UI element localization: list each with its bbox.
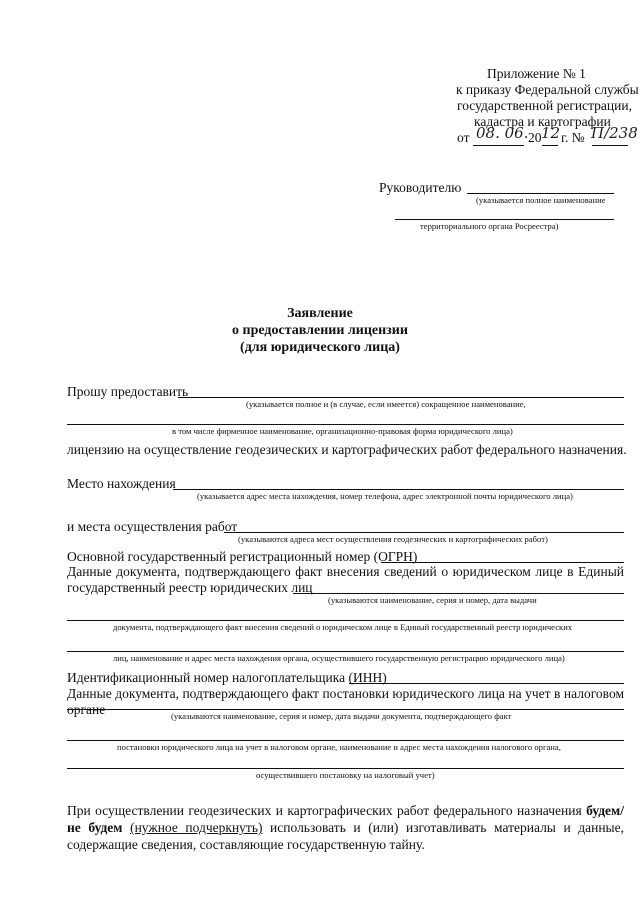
ogrn-label: Основной государственный регистрационный номер (ОГРН) [67, 549, 418, 564]
tax-caption-1: (указываются наименование, серия и номер, дата выдачи документа, подтверждающего факт [171, 711, 512, 721]
egrul-text-2: государственный реестр юридических лиц [67, 580, 313, 595]
addressee-label: Руководителю [379, 180, 462, 195]
addressee-caption-2: территориального органа Росреестра) [420, 221, 559, 231]
egrul-line-1[interactable] [293, 593, 624, 594]
inn-label: Идентификационный номер налогоплательщика (ИНН) [67, 670, 387, 685]
handwritten-date: 08. 06. [476, 124, 529, 142]
request-line-2[interactable] [67, 424, 624, 425]
addressee-caption-1: (указывается полное наименование [476, 195, 606, 205]
egrul-caption-3: лиц, наименование и адрес места нахождения органа, осуществившего государственную регистрацию юридического лица) [113, 653, 565, 663]
appendix-line-3: государственной регистрации, [457, 98, 632, 113]
tax-line-1[interactable] [67, 709, 624, 710]
tax-line-2[interactable] [67, 740, 624, 741]
secrecy-choice[interactable]: будем/не будем [67, 803, 624, 835]
appendix-line-1: Приложение № 1 [487, 66, 586, 81]
egrul-text-1: Данные документа, подтверждающего факт внесения сведений о юридическом лице в Единый [67, 564, 624, 579]
location-line[interactable] [173, 489, 624, 490]
tax-caption-3: осуществившего постановку на налоговый учет) [256, 770, 435, 780]
inn-line[interactable] [349, 683, 624, 684]
appendix-line-4: кадастра и картографии [474, 114, 611, 129]
egrul-line-2[interactable] [67, 620, 624, 621]
request-caption-2: в том числе фирменное наименование, организационно-правовая форма юридического лица) [172, 426, 513, 436]
egrul-caption-1: (указываются наименование, серия и номер, дата выдачи [328, 595, 537, 605]
date-underline [473, 145, 524, 146]
work-places-line[interactable] [224, 532, 624, 533]
addressee-line-2[interactable] [395, 219, 614, 220]
license-text: лицензию на осуществление геодезических и картографических работ федерального назначения. [67, 442, 627, 457]
request-label: Прошу предоставить [67, 384, 189, 399]
state-secret-paragraph [67, 802, 624, 853]
title-line-3: (для юридического лица) [240, 340, 400, 355]
handwritten-year: 12 [541, 124, 561, 142]
location-label: Место нахождения [67, 476, 176, 491]
title-line-2: о предоставлении лицензии [232, 323, 408, 338]
work-places-label: и места осуществления работ [67, 519, 238, 534]
request-line-1[interactable] [178, 397, 624, 398]
tax-text: Данные документа, подтверждающего факт постановки юридического лица на учет в налоговом органе [67, 686, 624, 717]
year-underline [542, 145, 558, 146]
location-caption: (указывается адрес места нахождения, номер телефона, адрес электронной почты юридического лица) [197, 491, 573, 501]
addressee-line-1[interactable] [467, 193, 614, 194]
year-suffix: г. № [561, 130, 585, 145]
title-line-1: Заявление [287, 306, 353, 321]
secrecy-hint: (нужное подчеркнуть) [130, 820, 263, 835]
year-prefix: 20 [528, 130, 542, 145]
secrecy-part-2: использовать и (или) изготавливать материалы и данные, содержащие сведения, составляющие государственную тайну. [67, 820, 624, 852]
tax-caption-2: постановки юридического лица на учет в налоговом органе, наименование и адрес места нахождения налогового органа, [117, 742, 561, 752]
handwritten-number: П/238 [591, 124, 638, 142]
ogrn-line[interactable] [381, 562, 624, 563]
request-caption-1: (указывается полное и (в случае, если имеется) сокращенное наименование, [246, 399, 526, 409]
secrecy-part-1: При осуществлении геодезических и картографических работ федерального назначения [67, 803, 587, 818]
egrul-caption-2: документа, подтверждающего факт внесения сведений о юридическом лице в Единый государственный реестр юридических [113, 622, 573, 632]
work-places-caption: (указываются адреса мест осуществления геодезических и картографических работ) [238, 534, 548, 544]
egrul-line-3[interactable] [67, 651, 624, 652]
tax-line-3[interactable] [67, 768, 624, 769]
appendix-line-2: к приказу Федеральной службы [456, 82, 639, 97]
number-underline [592, 145, 628, 146]
appendix-date-prefix: от [457, 130, 470, 145]
